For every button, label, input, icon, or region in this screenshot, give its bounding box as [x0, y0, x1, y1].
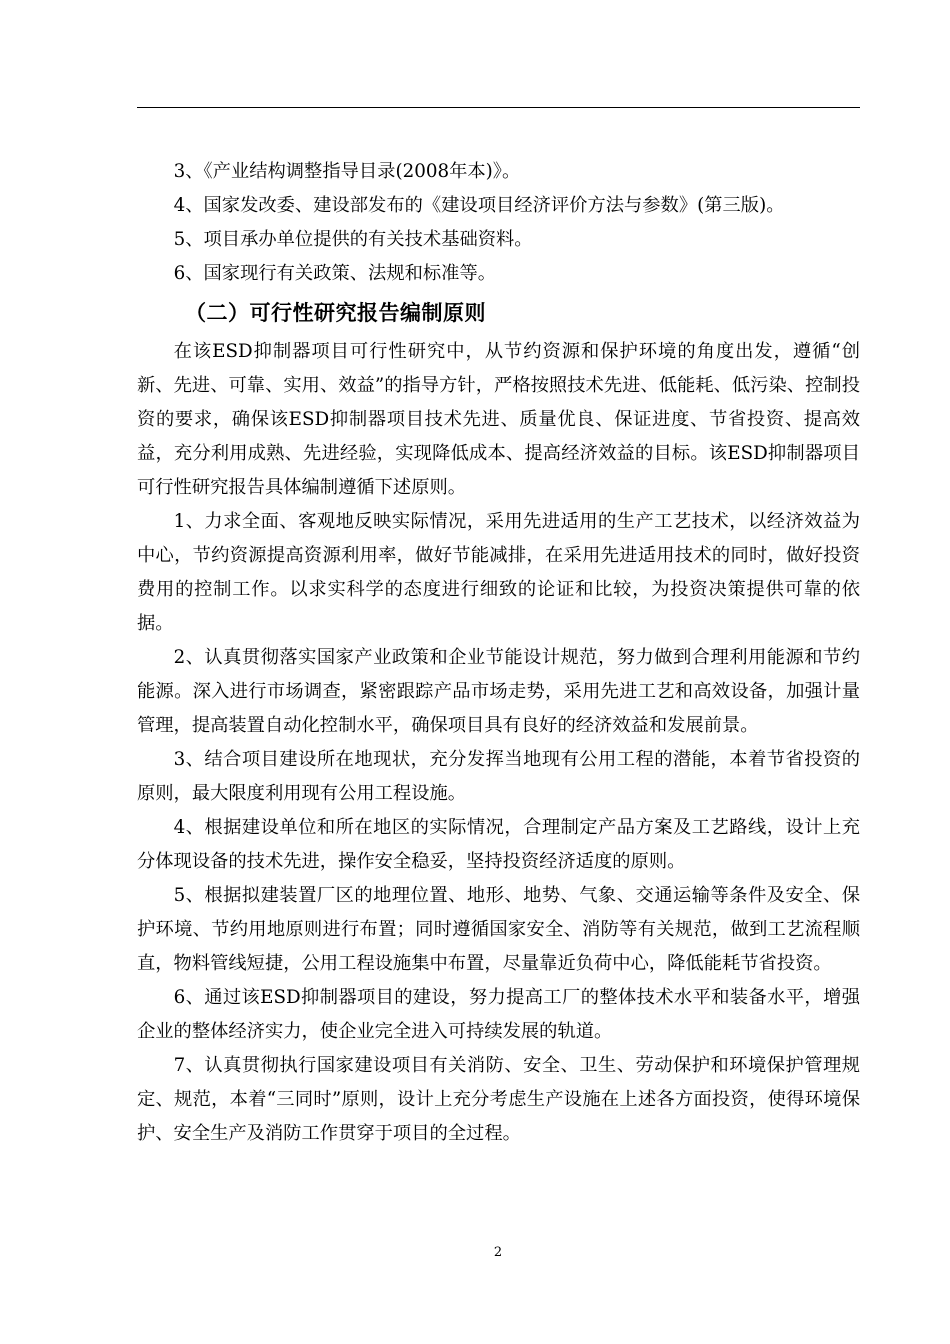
- principle-paragraph: 5、根据拟建装置厂区的地理位置、地形、地势、气象、交通运输等条件及安全、保护环境、节约用地原则进行布置；同时遵循国家安全、消防等有关规范，做到工艺流程顺直，物料管线短捷，公用工程设施集中布置，尽量靠近负荷中心，降低能耗节省投资。: [137, 885, 860, 974]
- intro-paragraph: 在该ESD抑制器项目可行性研究中，从节约资源和保护环境的角度出发，遵循“创新、先进、可靠、实用、效益”的指导方针，严格按照技术先进、低能耗、低污染、控制投资的要求，确保该ESD抑制器项目技术先进、质量优良、保证进度、节省投资、提高效益，充分利用成熟、先进经验，实现降低成本、提高经济效益的目标。该ESD抑制器项目可行性研究报告具体编制遵循下述原则。: [137, 341, 860, 498]
- page-content: [137, 155, 860, 1151]
- reference-item: 4、国家发改委、建设部发布的《建设项目经济评价方法与参数》(第三版)。: [173, 195, 785, 216]
- principle-paragraph: 1、力求全面、客观地反映实际情况，采用先进适用的生产工艺技术，以经济效益为中心，节约资源提高资源利用率，做好节能减排，在采用先进适用技术的同时，做好投资费用的控制工作。以求实科学的态度进行细致的论证和比较，为投资决策提供可靠的依据。: [137, 511, 860, 634]
- page-number: 2: [493, 1245, 503, 1260]
- principle-paragraph: 3、结合项目建设所在地现状，充分发挥当地现有公用工程的潜能，本着节省投资的原则，最大限度利用现有公用工程设施。: [137, 749, 860, 804]
- reference-item: 6、国家现行有关政策、法规和标准等。: [173, 263, 497, 284]
- principle-paragraph: 4、根据建设单位和所在地区的实际情况，合理制定产品方案及工艺路线，设计上充分体现设备的技术先进，操作安全稳妥，坚持投资经济适度的原则。: [137, 817, 860, 872]
- principle-paragraph: 7、认真贯彻执行国家建设项目有关消防、安全、卫生、劳动保护和环境保护管理规定、规范，本着“三同时”原则，设计上充分考虑生产设施在上述各方面投资，使得环境保护、安全生产及消防工作贯穿于项目的全过程。: [137, 1055, 860, 1144]
- reference-item: 3、《产业结构调整指导目录(2008年本)》。: [173, 161, 521, 182]
- principle-paragraph: 2、认真贯彻落实国家产业政策和企业节能设计规范，努力做到合理利用能源和节约能源。深入进行市场调查，紧密跟踪产品市场走势，采用先进工艺和高效设备，加强计量管理，提高装置自动化控制水平，确保项目具有良好的经济效益和发展前景。: [137, 647, 860, 736]
- header-rule: [137, 107, 860, 108]
- reference-item: 5、项目承办单位提供的有关技术基础资料。: [173, 229, 533, 250]
- principle-paragraph: 6、通过该ESD抑制器项目的建设，努力提高工厂的整体技术水平和装备水平，增强企业的整体经济实力，使企业完全进入可持续发展的轨道。: [137, 987, 860, 1042]
- section-heading: （二）可行性研究报告编制原则: [185, 301, 486, 325]
